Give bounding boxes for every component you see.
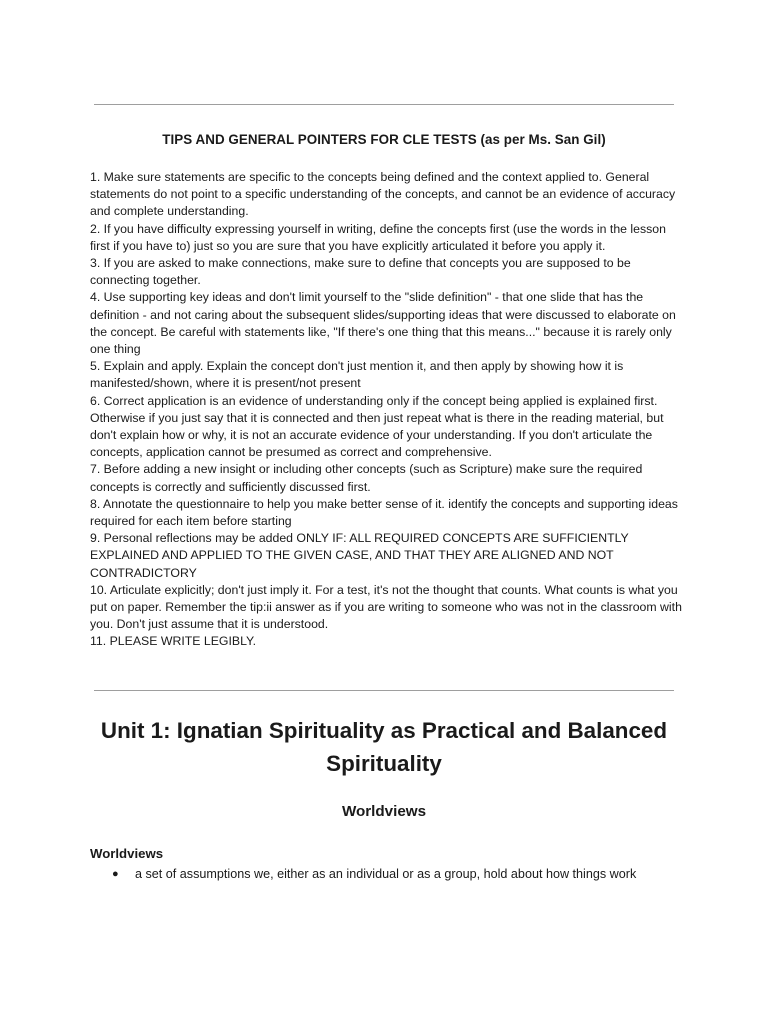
bullet-icon: ● [112, 868, 119, 880]
tip-item-5: 5. Explain and apply. Explain the concept don't just mention it, and then apply by showing how it is manifested/shown, where it is present/not present [90, 359, 624, 391]
tip-item-2: 2. If you have difficulty expressing yourself in writing, define the concepts first (use the words in the lesson first if you have to) just so you are sure that you have explicitly articulated it before you apply it. [90, 221, 666, 253]
bullet-text: a set of assumptions we, either as an individual or as a group, hold about how things work [135, 867, 637, 881]
section-divider [94, 690, 674, 691]
top-divider [94, 104, 674, 105]
worldviews-subheading: Worldviews [90, 846, 164, 861]
tips-title: TIPS AND GENERAL POINTERS FOR CLE TESTS (as per Ms. San Gil) [162, 132, 606, 147]
tip-item-8: 8. Annotate the questionnaire to help you make better sense of it. identify the concepts and supporting ideas required for each item before starting [90, 496, 678, 529]
tips-list [90, 169, 682, 651]
tip-item-7: 7. Before adding a new insight or including other concepts (such as Scripture) make sure the required concepts is correctly and sufficiently discussed first. [90, 462, 643, 494]
tip-item-1: 1. Make sure statements are specific to the concepts being defined and the context applied to. General statements do not point to a specific understanding of the concepts, and cannot be an evidence of accuracy and complete understanding. [90, 170, 676, 219]
tip-item-9: 9. Personal reflections may be added ONLY IF: ALL REQUIRED CONCEPTS ARE SUFFICIENTLY EXPLAINED AND APPLIED TO THE GIVEN CASE, AND THAT THEY ARE ALIGNED AND NOT CONTRADICTORY [90, 531, 629, 580]
tip-item-10: 10. Articulate explicitly; don't just imply it. For a test, it's not the thought that counts. What counts is what you put on paper. Remember the tip:ii answer as if you are writing to someone who was not in the classroom with you. Don't just assume that it is understood. [90, 582, 682, 632]
tip-item-3: 3. If you are asked to make connections, make sure to define that concepts you are supposed to be connecting together. [90, 256, 631, 288]
bullet-item [90, 865, 660, 884]
section-title: Worldviews [341, 803, 427, 820]
tip-item-4: 4. Use supporting key ideas and don't limit yourself to the "slide definition" - that one slide that has the definition - and not caring about the subsequent slides/supporting ideas that were discussed to elaborate on the concept. Be careful with statements like, "If there's one thing that this means..." because it is rarely only one thing [90, 290, 676, 357]
unit-title: Unit 1: Ignatian Spirituality as Practical and Balanced Spirituality [100, 718, 668, 776]
tip-item-11: 11. PLEASE WRITE LEGIBLY. [90, 634, 257, 649]
tip-item-6: 6. Correct application is an evidence of understanding only if the concept being applied is explained first. Otherwise if you just say that it is connected and then just repeat what is there in the reading material, but don't explain how or why, it is not an accurate evidence of your understanding. If you don't articulate the concepts, application cannot be presumed as correct and comprehensive. [90, 393, 664, 460]
worldviews-bullet-list [90, 865, 660, 884]
